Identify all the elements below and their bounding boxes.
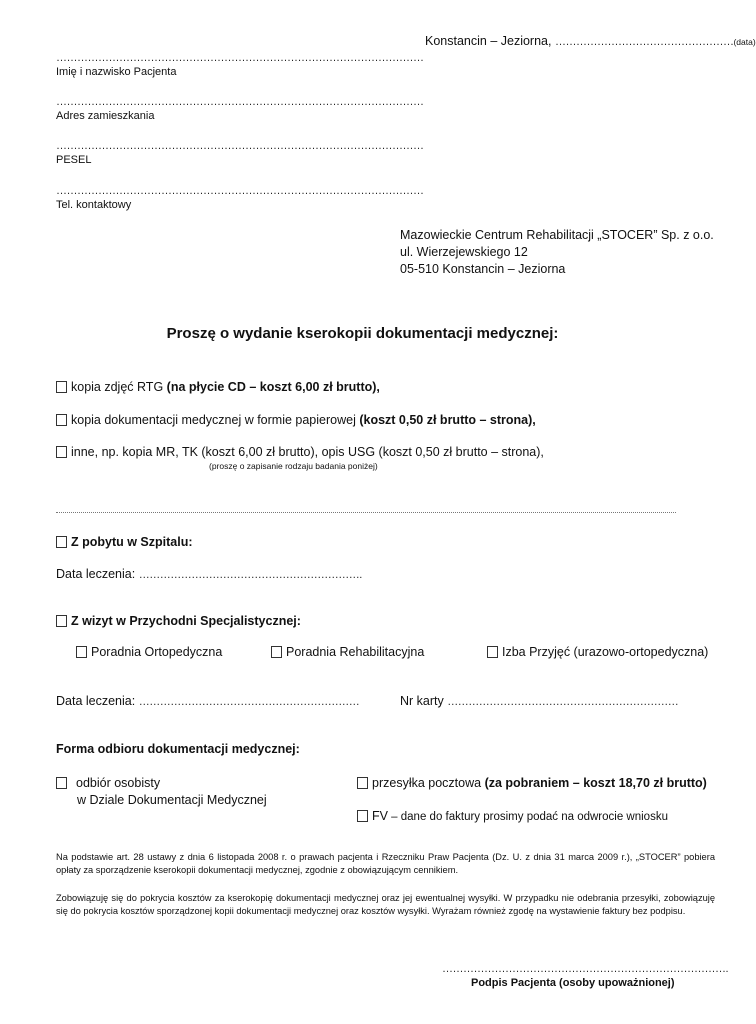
mail-price: (za pobraniem – koszt 18,70 zł brutto): [484, 776, 707, 790]
ortho-label: Poradnia Ortopedyczna: [91, 645, 223, 659]
fv-text: – dane do faktury prosimy podać na odwrocie wniosku: [387, 811, 668, 823]
signature-field[interactable]: ……………………………………………………………………….: [442, 963, 729, 975]
recipient-line2: ul. Wierzejewskiego 12: [400, 245, 528, 259]
clinic-label: Z wizyt w Przychodni Specjalistycznej:: [71, 614, 301, 628]
other-note: (proszę o zapisanie rodzaju badania poniżej): [209, 461, 378, 471]
date-dots[interactable]: ……………………………………………: [554, 36, 734, 48]
hospital-date: [56, 567, 362, 581]
other-description-line[interactable]: [56, 512, 676, 513]
paper-price: (koszt 0,50 zł brutto – strona),: [359, 413, 536, 427]
phone-label: Tel. kontaktowy: [56, 199, 132, 211]
clinic-date-field[interactable]: ………………………………………………………: [138, 696, 360, 708]
pickup-heading: [56, 742, 300, 756]
hospital-date-field[interactable]: ……………………………………………………….: [138, 569, 362, 581]
rtg-checkbox[interactable]: [56, 381, 67, 393]
rtg-text: kopia zdjęć RTG: [71, 380, 167, 394]
card-field[interactable]: …………………………………………………………: [447, 696, 679, 708]
personal-label2: w Dziale Dokumentacji Medycznej: [77, 793, 267, 807]
fv-label: FV: [372, 809, 388, 823]
address-label: Adres zamieszkania: [56, 110, 155, 122]
clinic-ortho: [76, 645, 222, 659]
admission-label: Izba Przyjęć (urazowo-ortopedyczna): [502, 645, 709, 659]
address-field[interactable]: ……………………………………………………………………………………………: [56, 96, 424, 108]
rehab-label: Poradnia Rehabilitacyjna: [286, 645, 425, 659]
clinic-option: [56, 614, 301, 628]
card-label: Nr karty: [400, 694, 448, 708]
pesel-label: PESEL: [56, 154, 92, 166]
pickup-label: Forma odbioru dokumentacji medycznej:: [56, 742, 300, 756]
rtg-price: (na płycie CD – koszt 6,00 zł brutto),: [166, 380, 380, 394]
other-text: inne, np. kopia MR, TK (koszt 6,00 zł brutto), opis USG (koszt 0,50 zł brutto – strona),: [71, 445, 544, 459]
mail-text: przesyłka pocztowa: [372, 776, 485, 790]
paper-text: kopia dokumentacji medycznej w formie papierowej: [71, 413, 360, 427]
date-label: (data): [733, 37, 756, 47]
card-number: [400, 694, 678, 708]
legal-paragraph-1: Na podstawie art. 28 ustawy z dnia 6 listopada 2008 r. o prawach pacjenta i Rzeczniku Praw Pacjenta (Dz. U. z dnia 31 marca 2009 r.), „STOCER” pobiera opłaty za sporządzenie kserokopii dokumentacji medycznej, zgodnie z obowiązującym cennikiem.: [56, 852, 715, 875]
place-label: Konstancin – Jeziorna,: [425, 34, 552, 48]
pickup-mail: [357, 776, 707, 790]
clinic-rehab: [271, 645, 424, 659]
recipient-line3: 05-510 Konstancin – Jeziorna: [400, 262, 566, 276]
name-label: Imię i nazwisko Pacjenta: [56, 66, 177, 78]
admission-checkbox[interactable]: [487, 646, 498, 658]
clinic-admission: [487, 645, 708, 659]
pickup-personal: [56, 776, 160, 790]
personal-checkbox[interactable]: [56, 777, 67, 789]
personal-label: odbiór osobisty: [76, 776, 161, 790]
option-paper: [56, 413, 536, 427]
clinic-date: [56, 694, 359, 708]
phone-field[interactable]: ……………………………………………………………………………………………: [56, 185, 424, 197]
paper-checkbox[interactable]: [56, 414, 67, 426]
hospital-date-label: Data leczenia:: [56, 567, 139, 581]
ortho-checkbox[interactable]: [76, 646, 87, 658]
recipient-line1: Mazowieckie Centrum Rehabilitacji „STOCER” Sp. z o.o.: [400, 228, 714, 242]
hospital-checkbox[interactable]: [56, 536, 67, 548]
clinic-checkbox[interactable]: [56, 615, 67, 627]
legal-paragraph-2: Zobowiązuję się do pokrycia kosztów za kserokopię dokumentacji medycznej oraz jej ewentualnej wysyłki. W przypadku nie odebrania przesyłki, zobowiązuję się do pokrycia kosztów sporządzonej kopii dokumentacji medycznej oraz kosztów wysyłki. Wyrażam również zgodę na wystawienie faktury bez podpisu.: [56, 893, 715, 916]
pickup-invoice: [357, 809, 668, 823]
invoice-checkbox[interactable]: [357, 810, 368, 822]
mail-checkbox[interactable]: [357, 777, 368, 789]
page-title: Proszę o wydanie kserokopii dokumentacji medycznej:: [166, 325, 559, 342]
signature-label: Podpis Pacjenta (osoby upoważnionej): [471, 977, 675, 989]
hospital-label: Z pobytu w Szpitalu:: [71, 535, 193, 549]
name-field[interactable]: ……………………………………………………………………………………………: [56, 52, 424, 64]
other-checkbox[interactable]: [56, 446, 67, 458]
clinic-date-label: Data leczenia:: [56, 694, 139, 708]
place-date: [425, 34, 756, 48]
option-rtg: [56, 380, 380, 394]
rehab-checkbox[interactable]: [271, 646, 282, 658]
pesel-field[interactable]: ……………………………………………………………………………………………: [56, 140, 424, 152]
option-other: [56, 445, 544, 459]
hospital-option: [56, 535, 193, 549]
